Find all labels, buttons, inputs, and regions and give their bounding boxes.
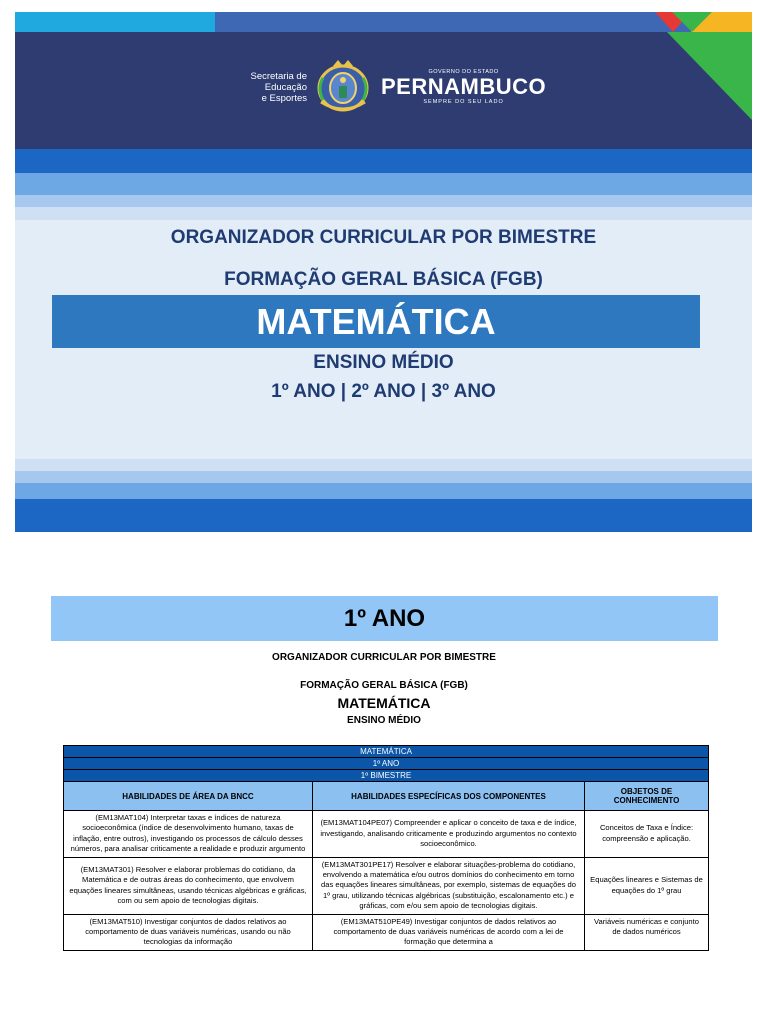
secretaria-label: Secretaria de Educação e Esportes — [250, 70, 307, 104]
table-row — [64, 811, 709, 858]
knowledge-object-cell: Variáveis numéricas e conjunto de dados numéricos — [585, 914, 709, 950]
table-subject-header: MATEMÁTICA — [64, 746, 709, 758]
green-triangle — [667, 32, 752, 120]
stripe — [15, 207, 752, 220]
stripe — [15, 149, 752, 173]
table-row — [64, 914, 709, 950]
column-header: HABILIDADES DE ÁREA DA BNCC — [64, 782, 313, 811]
year-banner: 1º ANO — [51, 596, 718, 641]
table-bimester-header: 1º BIMESTRE — [64, 770, 709, 782]
knowledge-object-cell: Equações lineares e Sistemas de equações do 1º grau — [585, 857, 709, 914]
coat-of-arms-icon — [315, 58, 371, 116]
section-title: ORGANIZADOR CURRICULAR POR BIMESTRE — [272, 652, 496, 663]
government-logo — [245, 57, 546, 117]
stripe — [15, 471, 752, 483]
cover-level: ENSINO MÉDIO — [313, 352, 454, 373]
stripe — [15, 195, 752, 207]
curriculum-table — [63, 745, 709, 951]
column-header: OBJETOS DE CONHECIMENTO — [585, 782, 709, 811]
cover-banner — [15, 12, 752, 532]
knowledge-object-cell: Conceitos de Taxa e Índice: compreensão e aplicação. — [585, 811, 709, 858]
header-teal-stripe — [15, 12, 215, 32]
section-subject: MATEMÁTICA — [337, 695, 431, 711]
specific-skill-cell: (EM13MAT301PE17) Resolver e elaborar situações-problema do cotidiano, envolvendo a matemática e/ou outros domínios do conhecimento em torno das equações lineares simultâneas, por exemplo, sistemas de equações do 1º grau, utilizando técnicas algébricas (substituição, escalonamento etc.) e gráficas, com e/ou sem apoio de tecnologias digitais. — [313, 857, 585, 914]
bncc-skill-cell: (EM13MAT301) Resolver e elaborar problemas do cotidiano, da Matemática e de outras áreas do conhecimento, que envolvem equações lineares simultâneas, usando técnicas algébricas e gráficas, com ou sem apoio de tecnologias digitais. — [64, 857, 313, 914]
specific-skill-cell: (EM13MAT510PE49) Investigar conjuntos de dados relativos ao comportamento de duas variáveis numéricas de acordo com a lei de formação que determina a — [313, 914, 585, 950]
stripe — [15, 459, 752, 471]
cover-title: ORGANIZADOR CURRICULAR POR BIMESTRE — [170, 227, 597, 248]
stripe — [15, 499, 752, 532]
specific-skill-cell: (EM13MAT104PE07) Compreender e aplicar o conceito de taxa e de índice, investigando, analisando criticamente e produzindo argumentos no contexto socioeconômico. — [313, 811, 585, 858]
green-triangle-top — [672, 12, 712, 32]
stripe — [15, 483, 752, 499]
stripe — [15, 173, 752, 195]
table-row — [64, 857, 709, 914]
table-year-header: 1º ANO — [64, 758, 709, 770]
subject-banner: MATEMÁTICA — [52, 295, 700, 348]
section-level: ENSINO MÉDIO — [347, 715, 421, 726]
pernambuco-wordmark: GOVERNO DO ESTADO PERNAMBUCO SEMPRE DO SEU LADO — [381, 69, 547, 105]
section-subtitle: FORMAÇÃO GERAL BÁSICA (FGB) — [300, 680, 468, 691]
column-header: HABILIDADES ESPECÍFICAS DOS COMPONENTES — [313, 782, 585, 811]
bncc-skill-cell: (EM13MAT510) Investigar conjuntos de dados relativos ao comportamento de duas variáveis numéricas, usando ou não tecnologias da informação — [64, 914, 313, 950]
cover-years: 1º ANO | 2º ANO | 3º ANO — [271, 381, 496, 402]
cover-subtitle: FORMAÇÃO GERAL BÁSICA (FGB) — [224, 269, 543, 290]
bncc-skill-cell: (EM13MAT104) Interpretar taxas e índices de natureza socioeconômica (índice de desenvolvimento humano, taxas de inflação, entre outros), investigando os processos de cálculo desses números, para analisar criticamente a realidade e produzir argumento — [64, 811, 313, 858]
